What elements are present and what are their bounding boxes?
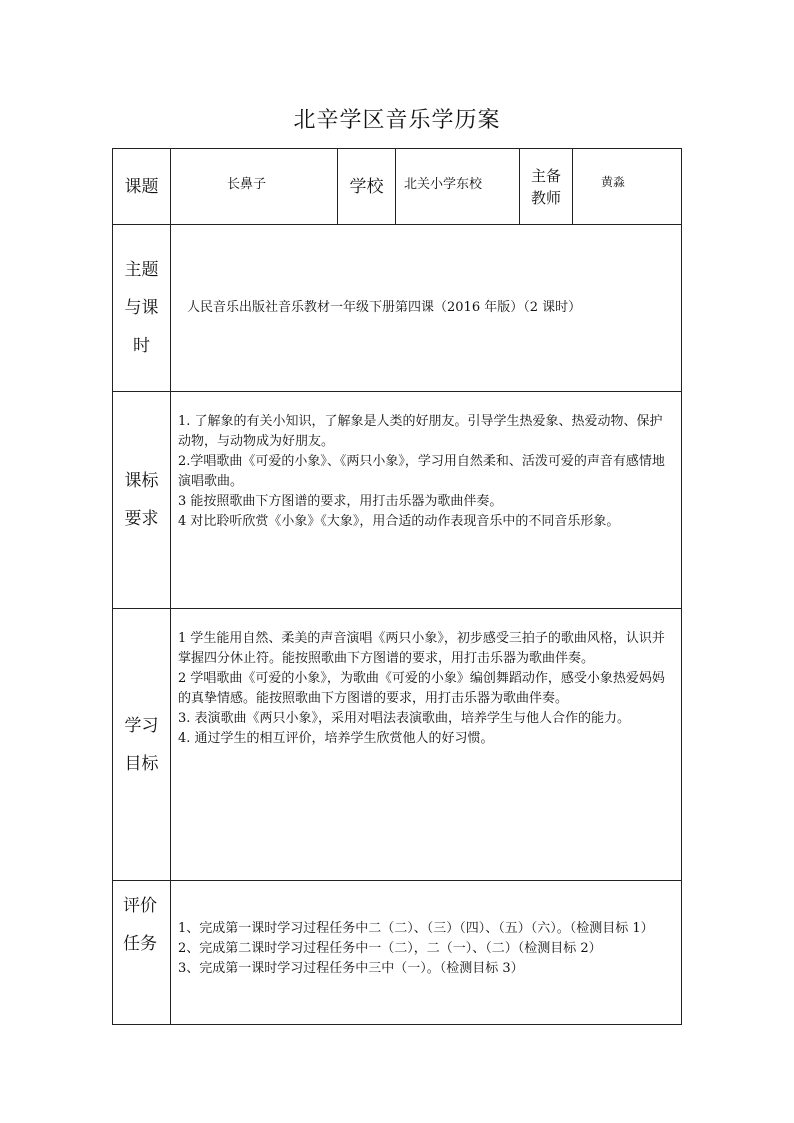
- assessment-item: 2、完成第二课时学习过程任务中一（二），二（一）、（二）（检测目标 2）: [178, 941, 602, 956]
- teacher-label: [520, 149, 573, 225]
- teacher-value: 黄淼: [573, 149, 682, 225]
- assessment-label: [113, 881, 171, 1025]
- theme-row: [113, 225, 682, 392]
- theme-label: [113, 225, 171, 392]
- assessment-item: 1、完成第一课时学习过程任务中二（二）、（三）（四）、（五）（六）。（检测目标 1）: [178, 921, 654, 936]
- goals-label-line2: 目标: [124, 753, 159, 774]
- assessment-label-line2: 任务: [123, 934, 157, 954]
- topic-value: 长鼻子: [171, 149, 338, 225]
- standards-label-line1: 课标: [124, 471, 159, 491]
- standards-item: 1. 了解象的有关小知识，了解象是人类的好朋友。引导学生热爱象、热爱动物、保护动物，与动物成为好朋友。: [178, 414, 663, 449]
- goals-item: 4. 通过学生的相互评价，培养学生欣赏他人的好习惯。: [178, 731, 494, 746]
- standards-label: [113, 392, 171, 609]
- standards-item: 3 能按照歌曲下方图谱的要求，用打击乐器为歌曲伴奏。: [178, 494, 503, 509]
- goals-content: [171, 609, 682, 881]
- standards-item: 2.学唱歌曲《可爱的小象》、《两只小象》，学习用自然柔和、活泼可爱的声音有感情地演唱歌曲。: [178, 454, 665, 489]
- assessment-label-line1: 评价: [123, 896, 157, 916]
- goals-row: [113, 609, 682, 881]
- topic-label: 课题: [113, 149, 171, 225]
- lesson-plan-table: [112, 148, 682, 1025]
- theme-label-line1: 主题: [124, 260, 159, 280]
- teacher-label-line1: 主备: [530, 166, 561, 185]
- standards-row: [113, 392, 682, 609]
- goals-item: 2 学唱歌曲《可爱的小象》，为歌曲《可爱的小象》编创舞蹈动作，感受小象热爱妈妈的真挚情感。能按照歌曲下方图谱的要求，用打击乐器为歌曲伴奏。: [178, 671, 665, 706]
- theme-label-line3: 时: [133, 336, 150, 356]
- goals-label-line1: 学习: [124, 715, 159, 736]
- document-title: 北辛学区音乐学历案: [293, 108, 501, 133]
- standards-item: 4 对比聆听欣赏《小象》《大象》，用合适的动作表现音乐中的不同音乐形象。: [178, 514, 620, 529]
- standards-label-line2: 要求: [124, 509, 159, 529]
- header-row: [113, 149, 682, 225]
- teacher-label-line2: 教师: [530, 188, 561, 207]
- goals-item: 3. 表演歌曲《两只小象》，采用对唱法表演歌曲，培养学生与他人合作的能力。: [178, 711, 631, 726]
- goals-label: [113, 609, 171, 881]
- goals-item: 1 学生能用自然、柔美的声音演唱《两只小象》，初步感受三拍子的歌曲风格，认识并掌握四分休止符。能按照歌曲下方图谱的要求，用打击乐器为歌曲伴奏。: [178, 631, 665, 666]
- school-value: 北关小学东校: [396, 149, 520, 225]
- assessment-item: 3、完成第一课时学习过程任务中三中（一）。（检测目标 3）: [178, 961, 524, 976]
- assessment-content: [171, 881, 682, 1025]
- theme-label-line2: 与课: [124, 298, 159, 318]
- standards-content: [171, 392, 682, 609]
- theme-content: 人民音乐出版社音乐教材一年级下册第四课（2016 年版）（2 课时）: [171, 225, 682, 392]
- assessment-row: [113, 881, 682, 1025]
- school-label: 学校: [338, 149, 396, 225]
